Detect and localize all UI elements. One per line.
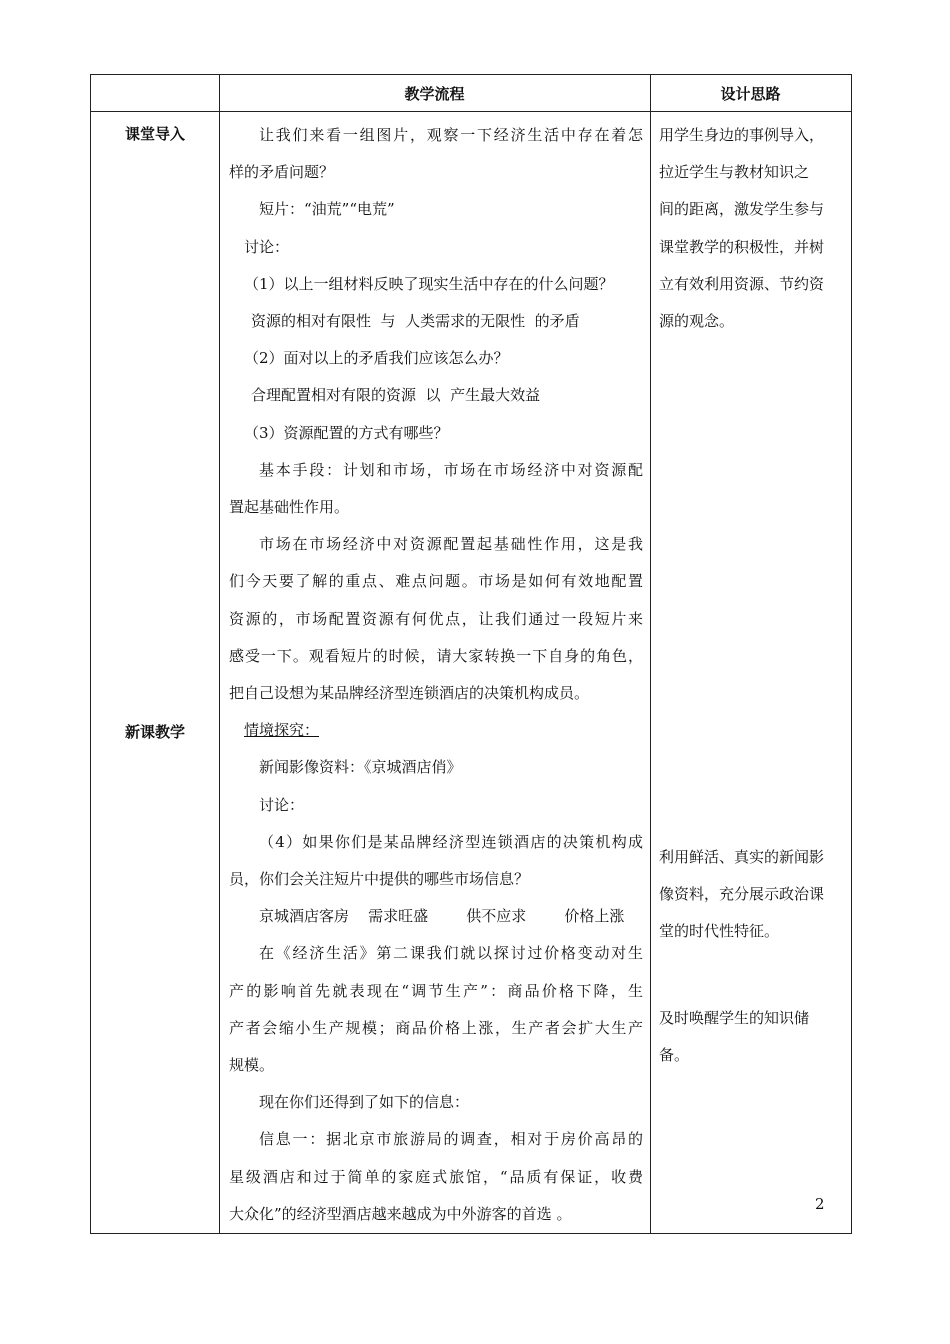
- paragraph-line: 资源的相对有限性 与 人类需求的无限性 的矛盾: [251, 312, 580, 331]
- paragraph-line: （2）面对以上的矛盾我们应该怎么办？: [244, 349, 509, 368]
- paragraph-line: 样的矛盾问题？: [229, 163, 335, 182]
- paragraph-line: 们今天要了解的重点、难点问题。市场是如何有效地配置: [229, 572, 643, 591]
- paragraph-line: （3）资源配置的方式有哪些？: [244, 423, 449, 442]
- design-line: 用学生身边的事例导入，: [659, 126, 825, 144]
- paragraph-line: 合理配置相对有限的资源 以 产生最大效益: [251, 386, 541, 405]
- paragraph-line: 让我们来看一组图片，观察一下经济生活中存在着怎: [259, 126, 643, 144]
- paragraph-line: 星级酒店和过于简单的家庭式旅馆，“品质有保证，收费: [229, 1167, 643, 1186]
- paragraph-line: 信息一：据北京市旅游局的调查，相对于房价高昂的: [259, 1130, 643, 1149]
- design-line: 备。: [659, 1046, 690, 1065]
- design-line: 拉近学生与教材知识之: [659, 163, 810, 182]
- design-line: 立有效利用资源、节约资: [659, 274, 825, 293]
- paragraph-line: 规模。: [229, 1056, 275, 1075]
- design-line: 及时唤醒学生的知识储: [659, 1009, 810, 1027]
- teaching-process-content: [229, 117, 643, 1233]
- paragraph-line: 置起基础性作用。: [229, 498, 350, 517]
- design-line: 课堂教学的积极性，并树: [659, 237, 825, 256]
- paragraph-line: 员，你们会关注短片中提供的哪些市场信息？: [229, 870, 530, 889]
- column-divider: [219, 75, 220, 1233]
- column-divider: [650, 75, 651, 1233]
- design-line: 像资料，充分展示政治课: [659, 885, 825, 904]
- lesson-plan-table: [90, 74, 852, 1234]
- design-note-news: [659, 839, 845, 951]
- section-heading: 情境探究：: [244, 721, 320, 740]
- paragraph-line: 讨论：: [259, 795, 305, 814]
- paragraph-line: 感受一下。观看短片的时候，请大家转换一下自身的角色，: [229, 646, 643, 665]
- paragraph-line: （4）如果你们是某品牌经济型连锁酒店的决策机构成: [259, 832, 643, 851]
- design-note-recall: [659, 1000, 845, 1074]
- paragraph-line: 大众化”的经济型酒店越来越成为中外游客的首选 。: [229, 1204, 572, 1223]
- row-label-new-lesson: 新课教学: [124, 723, 185, 741]
- page-number: 2: [815, 1195, 825, 1213]
- design-line: 堂的时代性特征。: [659, 922, 780, 941]
- header-teaching-process: 教学流程: [404, 85, 465, 103]
- row-label-intro: 课堂导入: [124, 125, 185, 143]
- design-line: 源的观念。: [659, 312, 735, 331]
- header-blank: [91, 75, 219, 113]
- design-line: 间的距离，激发学生参与: [659, 200, 825, 219]
- paragraph-line: 基本手段：计划和市场，市场在市场经济中对资源配: [259, 460, 643, 479]
- paragraph-line: 把自己设想为某品牌经济型连锁酒店的决策机构成员。: [229, 684, 590, 703]
- paragraph-line: 在《经济生活》第二课我们就以探讨过价格变动对生: [259, 944, 643, 963]
- paragraph-line: 产者会缩小生产规模；商品价格上涨，生产者会扩大生产: [229, 1018, 643, 1037]
- design-note-intro: [659, 117, 845, 340]
- header-design-idea: 设计思路: [720, 85, 781, 103]
- paragraph-line: 讨论：: [244, 237, 290, 256]
- paragraph-line: 京城酒店客房 需求旺盛 供不应求 价格上涨: [259, 907, 625, 926]
- design-line: 利用鲜活、真实的新闻影: [659, 848, 825, 866]
- paragraph-line: 短片：“油荒”“电荒”: [259, 200, 395, 219]
- paragraph-line: （1）以上一组材料反映了现实生活中存在的什么问题？: [244, 274, 614, 293]
- paragraph-line: 新闻影像资料：《京城酒店俏》: [259, 758, 462, 777]
- paragraph-line: 市场在市场经济中对资源配置起基础性作用，这是我: [259, 535, 643, 554]
- paragraph-line: 产的影响首先就表现在“调节生产”：商品价格下降，生: [229, 981, 643, 1000]
- paragraph-line: 现在你们还得到了如下的信息：: [259, 1093, 470, 1112]
- paragraph-line: 资源的，市场配置资源有何优点，让我们通过一段短片来: [229, 609, 643, 628]
